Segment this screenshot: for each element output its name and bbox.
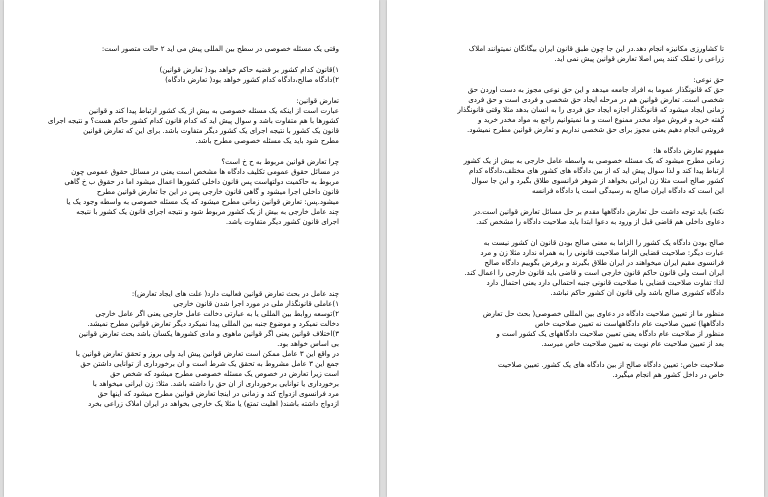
- text-line: ۲)توسعه روابط بین المللی یا به عبارتی دخالت عامل خارجی یعنی اگر عامل خارجی: [95, 309, 339, 318]
- text-line: گفته خرید و فروش مواد مخدر ممنوع است و ما نمیتوانیم راجع به مواد مخدر خرید و: [478, 115, 724, 124]
- text-line: ۱)قانون کدام کشور بر قضیه حاکم خواهد بود( تعارض قوانین): [159, 65, 339, 74]
- paragraph: [421, 309, 724, 349]
- text-line: مفهوم تعارض دادگاه ها:: [653, 146, 724, 155]
- text-line: چند عامل در بحث تعارض قوانین فعالیت دارد( علت های ایجاد تعارض):: [131, 289, 339, 298]
- paragraph: [421, 207, 724, 227]
- text-line: بعد از تعیین صلاحیت عام نوبت به تعیین صلاحیت خاص میرسد.: [541, 339, 724, 348]
- paragraph: [421, 146, 724, 196]
- text-line: دادگاهها) تعیین صلاحیت عام دادگاههاست نه تعیین صلاحیت خاص: [534, 319, 724, 328]
- text-line: صلاحیت خاص: تعیین دادگاه صالح از بین دادگاه های یک کشور. تعیین صلاحیت: [498, 360, 724, 369]
- text-line: ۲)دادگاه صالح،دادگاه کدام کشور خواهد بود( تعارض دادگاه): [165, 75, 339, 84]
- text-line: قانون داخلی اجرا میشود و گاهی قانون خارجی پس در این جا تعارض قوانین مطرح: [96, 187, 339, 196]
- text-line: مرد فرانسوی ازدواج کند و زمانی در اینجا تعارض قوانین مطرح میشود که اینها حق: [97, 389, 339, 398]
- text-line: نکته) باید توجه داشت حل تعارض دادگاهها مقدم بر حل مسائل تعارض قوانین است.در: [473, 207, 724, 216]
- document-page-left: [4, 0, 379, 497]
- paragraph: [38, 289, 339, 409]
- text-line: عبارت دیگر: صلاحیت قضایی الزاما صلاحیت قانونی را به همراه ندارد مثلا زن و مرد: [480, 248, 724, 257]
- text-line: اجرای قانون کشور دیگر متفاوت باشد.: [225, 217, 339, 226]
- text-line: فروشی انجام دهیم یعنی مجوز برای حق شخصی نداریم و تعارض قوانین مطرح نمیشود.: [466, 125, 724, 134]
- text-line: تعارض قوانین:: [296, 96, 339, 105]
- text-line: صالح بودن دادگاه یک کشور را الزاما به معنی صالح بودن قانون ان کشور نیست به: [483, 238, 724, 247]
- paragraph: [421, 44, 724, 64]
- text-line: ۱)عاملی قانونگذار ملی در مورد اجرا شدن قانون خارجی: [173, 299, 339, 308]
- text-line: حق که قانونگذار عموما به افراد جامعه میدهد و این حق نوعی مجوز به دست اوردن حق: [467, 85, 724, 94]
- text-line: دادگاه کشوری صالح باشد ولی قانون ان کشور حاکم نباشد.: [550, 288, 724, 297]
- text-line: منظور ما از تعیین صلاحیت دادگاه در دعاوی بین المللی خصوصی( بحث حل تعارض: [482, 309, 724, 318]
- text-line: چند عامل خارجی به بیش از یک کشور مربوط شود و نتیجه اجرای قانون یک کشور با نتیجه: [76, 207, 339, 216]
- text-line: شخصی است. تعارض قوانین هم در مرحله ایجاد حق شخصی و فردی است و حق فردی: [468, 95, 724, 104]
- text-line: در واقع این ۳ عامل ممکن است تعارض قوانین پیش اید ولی بروز و تحقق تعارض قوانین با: [75, 349, 339, 358]
- text-line: فرانسوی مقیم ایران میخواهند در ایران طلاق بگیرند و برفرض بگوییم دادگاه صالح: [484, 258, 724, 267]
- text-line: زمانی ایجاد میشود که قانونگذار اجازه ایجاد حق فردی را به انسان بدهد مثلا وقتی قانونگذار: [457, 105, 724, 114]
- text-line: برخورداری یا توانایی برخورداری از ان حق را داشته باشد. مثلا: زن ایرانی میخواهد با: [92, 379, 339, 388]
- text-line: جمع این ۳ عامل مشروط به تحقق یک شرط است و ان برخورداری از توانایی داشتن حق: [80, 359, 339, 368]
- paragraph: [38, 65, 339, 85]
- text-line: عبارت است از اینکه یک مسئله خصوصی به بیش از یک کشور ارتباط پیدا کند و قوانین: [88, 106, 339, 115]
- paragraph: [421, 75, 724, 135]
- document-page-right: [387, 0, 764, 497]
- text-line: ایران است ولی قانون حاکم قانون خارجی است و قاضی باید قانون خارجی را اعمال کند.: [464, 268, 724, 277]
- text-line: دخالت نمیکرد و موضوع جنبه بین المللی پیدا نمیکرد دیگر تعارض قوانین مطرح نمیشد.: [87, 319, 339, 328]
- text-line: چرا تعارض قوانین مربوط به ح خ است؟: [221, 157, 339, 166]
- text-line: ازدواج داشته باشند( اهلیت تمتع) یا مثلا یک خارجی بخواهد در ایران املاک زراعی بخرد: [88, 399, 339, 408]
- text-line: ۳)اختلاف قوانین یعنی اگر قوانین ماهوی و مادی کشورها یکسان باشد بحث تعارض قوانین: [78, 329, 339, 338]
- text-line: زمانی مطرح میشود که یک مسئله خصوصی به واسطه عامل خارجی به بیش از یک کشور: [463, 156, 724, 165]
- paragraph: [421, 360, 724, 380]
- text-line: منظور از صلاحیت عام دادگاه یعنی تعیین صلاحیت دادگاههای یک کشور است و: [496, 329, 724, 338]
- text-line: لذا: تفاوت صلاحیت قضایی با صلاحیت قانونی جنبه احتمالی دارد یعنی احتمال دارد: [486, 278, 724, 287]
- text-line: میشود.پس: تعارض قوانین زمانی مطرح میشود که یک مسئله خصوصی به واسطه وجود یک یا: [66, 197, 339, 206]
- text-line: مربوط به حاکمیت دولتهاست پس قانون داخلی کشورها اعمال میشود اما در حقوق ب خ گاهی: [64, 177, 339, 186]
- text-line: زراعی را تملک کنند پس اصلا تعارض قوانین پیش نمی اید.: [554, 54, 724, 63]
- paragraph: [38, 96, 339, 146]
- text-line: کشورها با هم متفاوت باشد و سوال پیش اید که کدام قانون کدام کشور حاکم هست؟ و نتیجه اجرای: [47, 116, 339, 125]
- paragraph: [38, 44, 339, 54]
- paragraph: [38, 157, 339, 227]
- text-line: در مسائل حقوق عمومی تکلیف دادگاه ها مشخص است یعنی در مسائل حقوق عمومی چون: [71, 167, 339, 176]
- text-line: است زیرا تعارض در خصوص یک مسئله خصوصی مطرح میشود که شخص حق: [110, 369, 339, 378]
- text-line: ارتباط پیدا کند و لذا سوال پیش اید که از بین دادگاه های کشور های مختلف،دادگاه کدام: [468, 166, 724, 175]
- text-line: حق نوعی:: [693, 75, 724, 84]
- text-line: بی اساس خواهد بود.: [277, 339, 339, 348]
- text-line: این است که دادگاه ایران صالح به رسیدگی است یا دادگاه فرانسه: [532, 186, 724, 195]
- text-line: خاص در داخل کشور هم انجام میگیرد.: [612, 370, 724, 379]
- text-line: دعاوی داخلی هم قاضی قبل از ورود به دعوا ابتدا باید صلاحیت دادگاه را مشخص کند.: [476, 217, 724, 226]
- text-line: قانون یک کشور با نتیجه اجرای یک کشور دیگر متفاوت باشد. برای این که تعارض قوانین: [83, 126, 339, 135]
- text-line: تا کشاورزی مکانیزه انجام دهد.در این جا چون طبق قانون ایران بیگانگان نمیتوانند املاک: [468, 44, 724, 53]
- paragraph: [421, 238, 724, 298]
- text-line: کشور صالح است مثلا زن ایرانی بخواهد از شوهر فرانسوی طلاق بگیرد و این جا سوال: [471, 176, 724, 185]
- text-line: وقتی یک مسئله خصوصی در سطح بین المللی پیش می اید ۲ حالت متصور است:: [101, 44, 339, 53]
- text-line: مطرح شود باید یک مسئله خصوصی مطرح باشد.: [195, 136, 339, 145]
